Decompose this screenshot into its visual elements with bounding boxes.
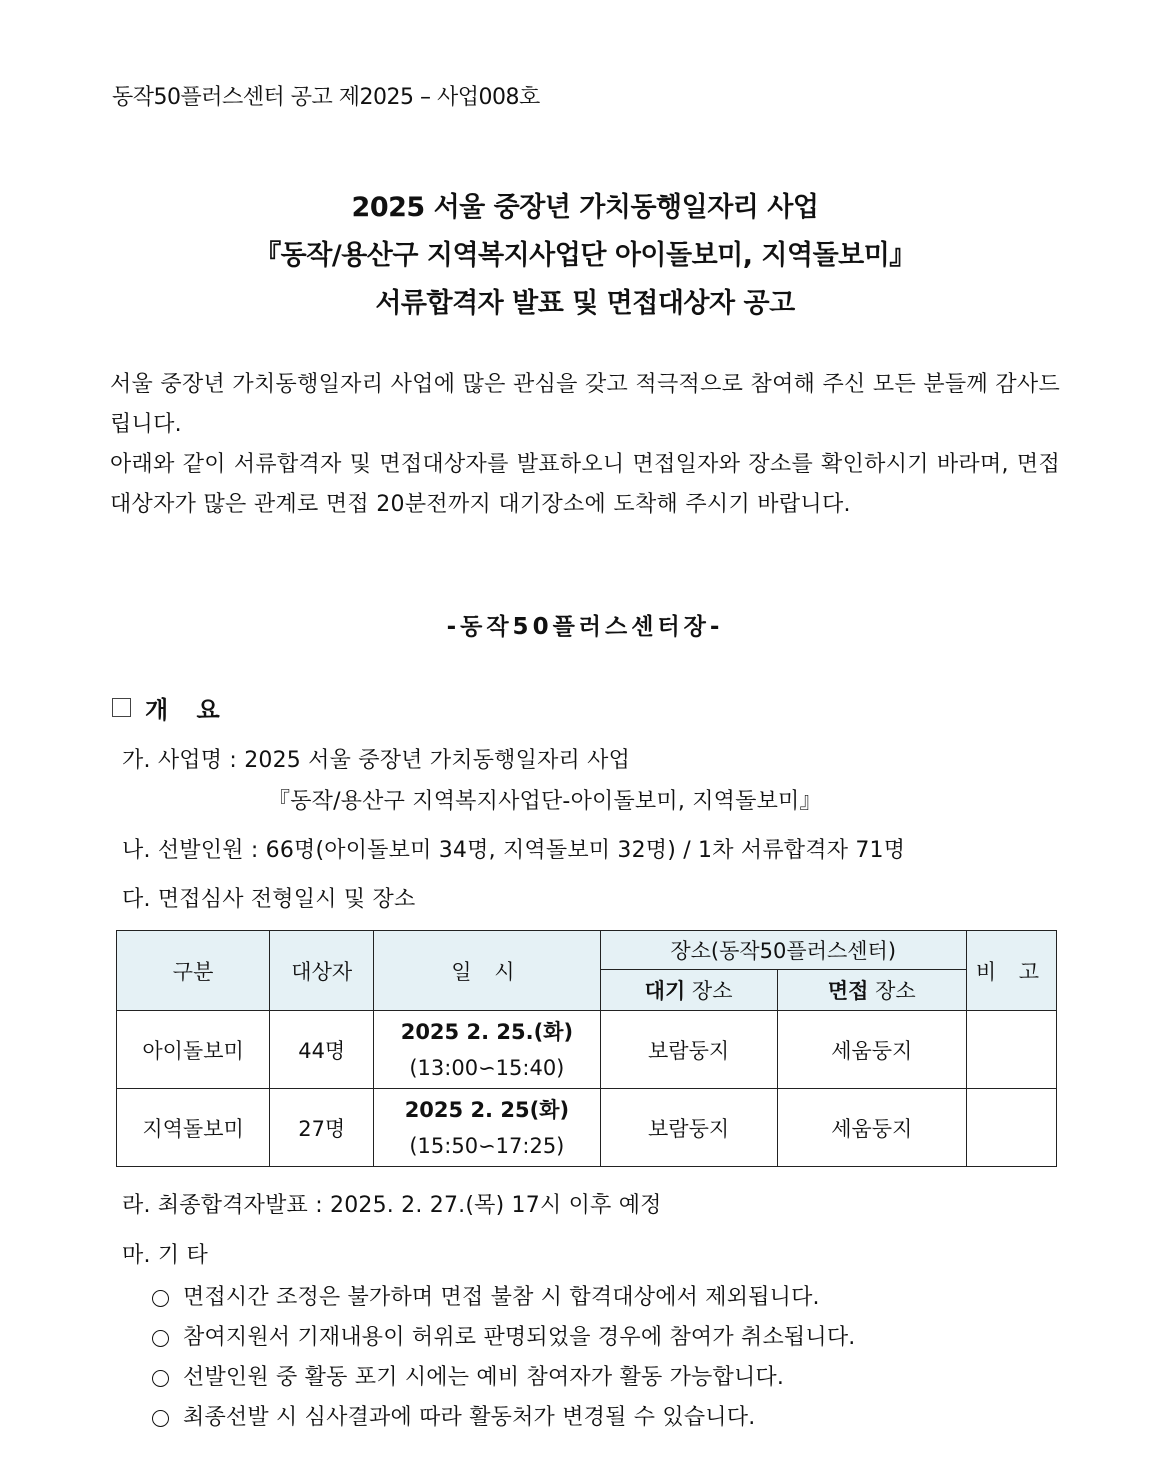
- item-selection-count: 나. 선발인원 : 66명(아이돌보미 34명, 지역돌보미 32명) / 1차 서류합격자 71명: [122, 838, 906, 863]
- cell-interview-place: 세움둥지: [777, 1011, 966, 1089]
- circle-bullet-icon: [152, 1370, 169, 1387]
- cell-date: 2025 2. 25(화): [404, 1097, 570, 1122]
- header-waiting-place: 대기 장소: [600, 970, 777, 1011]
- item-project-name: 가. 사업명 : 2025 서울 중장년 가치동행일자리 사업: [122, 748, 631, 773]
- cell-interview-place: 세움둥지: [777, 1089, 966, 1167]
- cell-datetime: [374, 1089, 600, 1167]
- table-row: [117, 1011, 1057, 1089]
- cell-remarks: [966, 1011, 1056, 1089]
- cell-waiting-place: 보람둥지: [600, 1011, 777, 1089]
- item-final-announcement: 라. 최종합격자발표 : 2025. 2. 27.(목) 17시 이후 예정: [122, 1193, 662, 1218]
- cell-category: 지역돌보미: [117, 1089, 270, 1167]
- signature: -동작50플러스센터장-: [446, 614, 724, 640]
- circle-bullet-icon: [152, 1330, 169, 1347]
- list-item: 최종선발 시 심사결과에 따라 활동처가 변경될 수 있습니다.: [150, 1398, 855, 1438]
- header-datetime-text: 일 시: [451, 959, 523, 984]
- item-project-name-cont: 『동작/용산구 지역복지사업단-아이돌보미, 지역돌보미』: [268, 789, 822, 814]
- circle-bullet-icon: [152, 1410, 169, 1427]
- title-line-3: 서류합격자 발표 및 면접대상자 공고: [375, 288, 795, 319]
- cell-waiting-place: 보람둥지: [600, 1089, 777, 1167]
- intro-text: [110, 365, 1060, 525]
- notice-number: 동작50플러스센터 공고 제2025 – 사업008호: [112, 85, 540, 110]
- header-category: 구분: [117, 931, 270, 1011]
- header-interview-place: 면접 장소: [777, 970, 966, 1011]
- header-datetime: [374, 931, 600, 1011]
- cell-count: 27명: [270, 1089, 374, 1167]
- overview-heading: [112, 690, 230, 725]
- header-location-group: 장소(동작50플러스센터): [600, 931, 966, 970]
- cell-date: 2025 2. 25.(화): [400, 1019, 574, 1044]
- cell-remarks: [966, 1089, 1056, 1167]
- list-item: 선발인원 중 활동 포기 시에는 예비 참여자가 활동 가능합니다.: [150, 1358, 855, 1398]
- header-count: 대상자: [270, 931, 374, 1011]
- cell-count: 44명: [270, 1011, 374, 1089]
- overview-heading-text: 개 요: [145, 696, 230, 724]
- intro-paragraph-1: 서울 중장년 가치동행일자리 사업에 많은 관심을 갖고 적극적으로 참여해 주신 모든 분들께 감사드립니다.: [110, 372, 1060, 437]
- list-item: 참여지원서 기재내용이 허위로 판명되었을 경우에 참여가 취소됩니다.: [150, 1318, 855, 1358]
- square-bullet-icon: [112, 698, 131, 717]
- item-other: 마. 기 타: [122, 1243, 208, 1268]
- cell-category: 아이돌보미: [117, 1011, 270, 1089]
- item-interview-schedule: 다. 면접심사 전형일시 및 장소: [122, 887, 416, 912]
- cell-time: (13:00∽15:40): [409, 1055, 565, 1080]
- header-remarks-text: 비 고: [975, 959, 1048, 984]
- list-item: 면접시간 조정은 불가하며 면접 불참 시 합격대상에서 제외됩니다.: [150, 1278, 855, 1318]
- title-line-1: 2025 서울 중장년 가치동행일자리 사업: [351, 192, 819, 223]
- other-notes-list: [150, 1278, 855, 1438]
- header-remarks: [966, 931, 1056, 1011]
- title-line-2: 『동작/용산구 지역복지사업단 아이돌보미, 지역돌보미』: [254, 240, 916, 271]
- document-title: [0, 184, 1170, 328]
- cell-datetime: [374, 1011, 600, 1089]
- table-header-row: [117, 931, 1057, 970]
- cell-time: (15:50∽17:25): [409, 1133, 565, 1158]
- circle-bullet-icon: [152, 1290, 169, 1307]
- intro-paragraph-2: 아래와 같이 서류합격자 및 면접대상자를 발표하오니 면접일자와 장소를 확인하시기 바라며, 면접대상자가 많은 관계로 면접 20분전까지 대기장소에 도착해 주시기 바랍니다.: [110, 452, 1060, 517]
- table-row: [117, 1089, 1057, 1167]
- interview-schedule-table: [116, 930, 1057, 1167]
